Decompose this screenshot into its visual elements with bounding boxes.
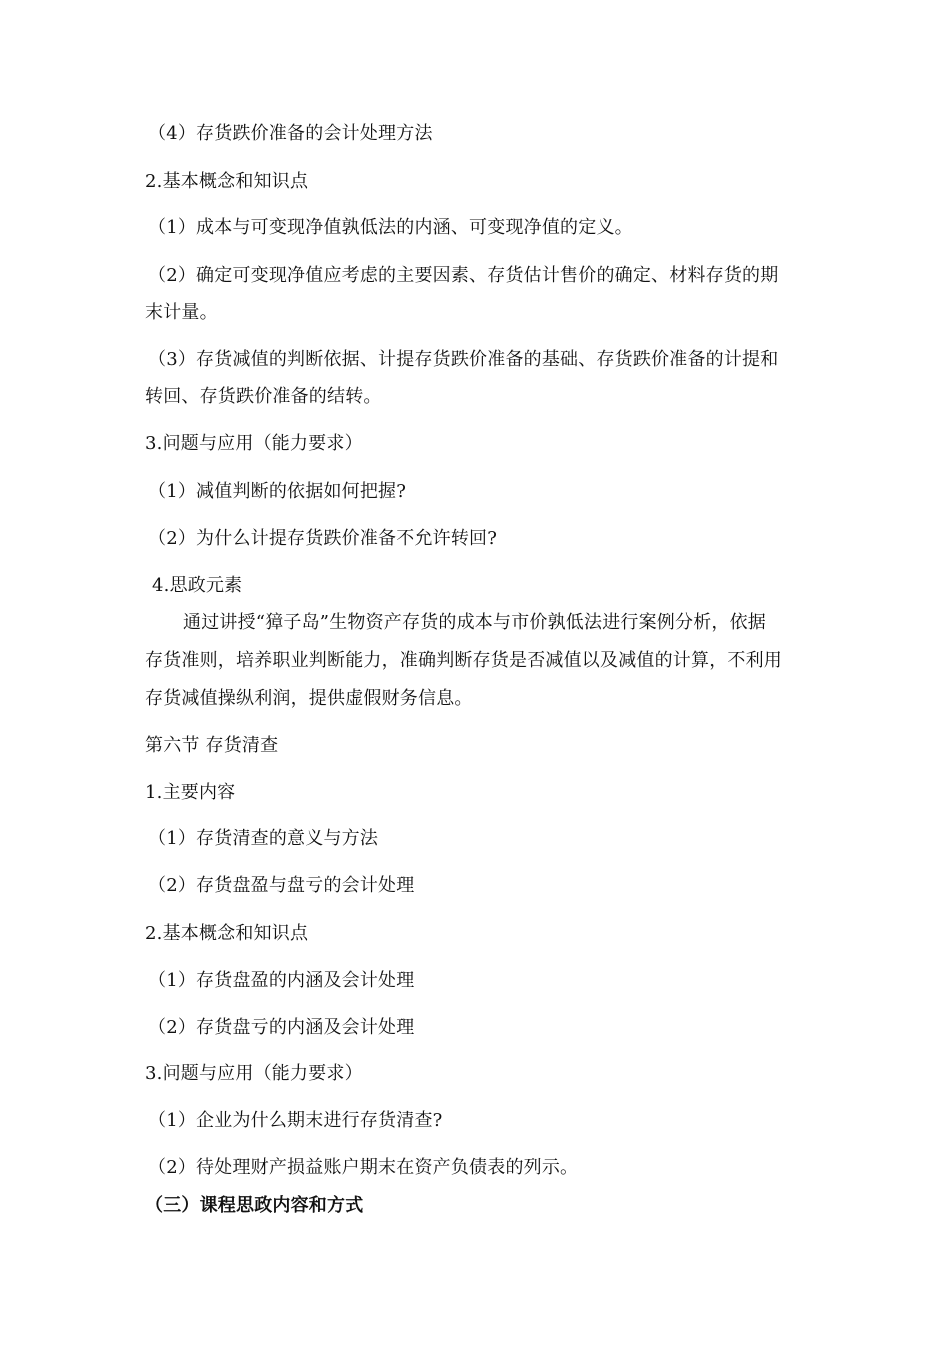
paragraph-line: 通过讲授“獐子岛”生物资产存货的成本与市价孰低法进行案例分析，依据 — [183, 612, 767, 633]
chapter-heading: 第六节 存货清查 — [145, 735, 279, 756]
list-item: （2）存货盘盈与盘亏的会计处理 — [148, 875, 415, 896]
list-item: （2）存货盘亏的内涵及会计处理 — [148, 1017, 415, 1038]
paragraph-line: 存货减值操纵利润，提供虚假财务信息。 — [145, 688, 473, 709]
list-item-continuation: 转回、存货跌价准备的结转。 — [145, 386, 382, 407]
section-heading: 2.基本概念和知识点 — [145, 923, 309, 944]
part-heading: （三）课程思政内容和方式 — [145, 1195, 364, 1216]
list-item: （2）确定可变现净值应考虑的主要因素、存货估计售价的确定、材料存货的期 — [148, 265, 779, 286]
list-item: （3）存货减值的判断依据、计提存货跌价准备的基础、存货跌价准备的计提和 — [148, 349, 779, 370]
list-item: （1）存货盘盈的内涵及会计处理 — [148, 970, 415, 991]
list-item: （4）存货跌价准备的会计处理方法 — [148, 123, 433, 144]
paragraph-line: 存货准则，培养职业判断能力，准确判断存货是否减值以及减值的计算，不利用 — [145, 650, 782, 671]
list-item: （1）减值判断的依据如何把握? — [148, 481, 407, 502]
list-item: （2）为什么计提存货跌价准备不允许转回? — [148, 528, 498, 549]
list-item: （1）存货清查的意义与方法 — [148, 828, 379, 849]
list-item-continuation: 末计量。 — [145, 302, 218, 323]
section-heading: 2.基本概念和知识点 — [145, 171, 309, 192]
list-item: （2）待处理财产损益账户期末在资产负债表的列示。 — [148, 1157, 579, 1178]
list-item: （1）成本与可变现净值孰低法的内涵、可变现净值的定义。 — [148, 217, 633, 238]
section-heading: 1.主要内容 — [145, 782, 236, 803]
section-heading: 3.问题与应用（能力要求） — [145, 1063, 363, 1084]
list-item: （1）企业为什么期末进行存货清查? — [148, 1110, 443, 1131]
section-heading: 4.思政元素 — [152, 575, 243, 596]
section-heading: 3.问题与应用（能力要求） — [145, 433, 363, 454]
